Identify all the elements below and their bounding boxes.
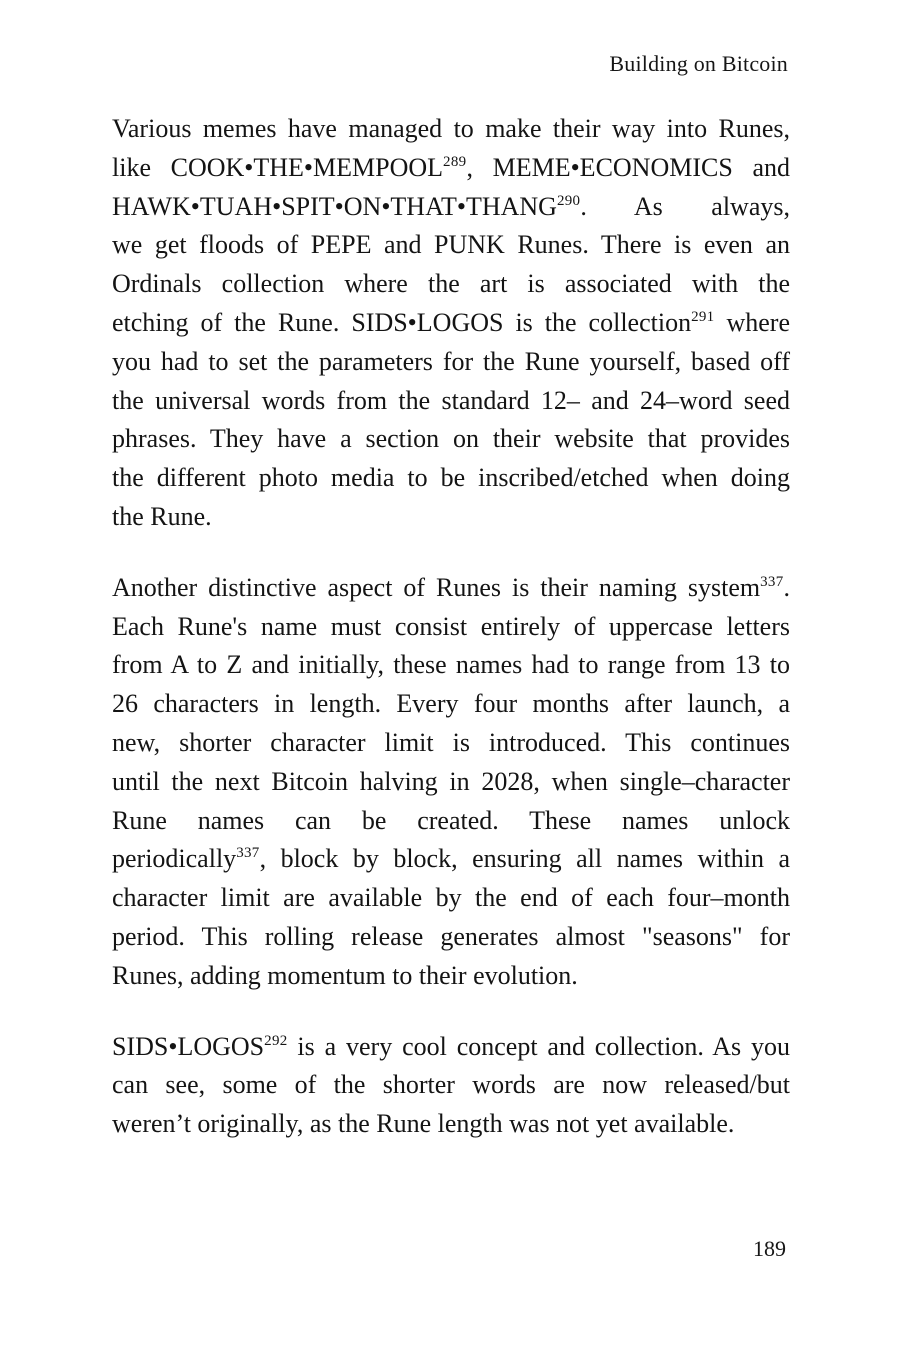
text-line [112,646,790,685]
text-line [112,420,790,459]
text-line [112,1066,790,1105]
page-number: 189 [753,1236,786,1261]
text-run: periodically [112,844,237,874]
text-line [112,149,790,188]
text-line [112,382,790,421]
text-run: etching of the Rune. SIDS•LOGOS is the collection [112,307,692,337]
text-line [112,226,790,265]
footnote-reference: 337 [236,845,260,862]
text-run: you had to set the parameters for the Rune yourself, based off [112,346,790,376]
running-header: Building on Bitcoin [609,51,788,76]
footnote-reference: 291 [691,308,715,325]
text-run: is a very cool concept and collection. As you [287,1031,790,1061]
text-run: can see, some of the shorter words are now released/but [112,1070,790,1100]
text-run: new, shorter character limit is introduced. This continues [112,727,790,757]
paragraph [112,110,790,537]
text-line [112,840,790,879]
text-line [112,304,790,343]
text-line [112,724,790,763]
text-run: the universal words from the standard 12– and 24–word seed [112,385,790,415]
text-line [112,188,790,227]
text-run: phrases. They have a section on their website that provides [112,424,790,454]
text-run: we get floods of PEPE and PUNK Runes. There is even an [112,230,790,260]
text-run: SIDS•LOGOS [112,1031,265,1061]
text-run: the different photo media to be inscribed/etched when doing [112,463,790,493]
text-run: Another distinctive aspect of Runes is their naming system [112,572,761,602]
text-line [112,459,790,498]
text-line [112,879,790,918]
footnote-reference: 289 [443,153,467,170]
text-run: Various memes have managed to make their way into Runes, [112,114,790,143]
text-run: HAWK•TUAH•SPIT•ON•THAT•THANG [112,191,557,221]
paragraph [112,1028,790,1144]
text-run: where [714,307,790,337]
text-line [112,1028,790,1067]
text-run: , MEME•ECONOMICS and [466,152,790,182]
text-line [112,957,790,996]
text-line [112,1105,790,1144]
text-line [112,608,790,647]
text-line [112,918,790,957]
footnote-reference: 337 [760,573,784,590]
text-line [112,802,790,841]
text-line [112,685,790,724]
text-run: . As always, [580,191,790,221]
text-line [112,498,790,537]
text-line [112,343,790,382]
text-run: Runes, adding momentum to their evolution. [112,960,578,990]
text-line [112,265,790,304]
text-run: , block by block, ensuring all names within a [259,844,790,874]
text-run: Rune names can be created. These names unlock [112,805,790,835]
text-run: . [783,572,790,602]
footnote-reference: 290 [556,192,581,209]
text-run: 26 characters in length. Every four months after launch, a [112,689,790,719]
body-text [112,110,790,1176]
text-line [112,110,790,149]
text-run: until the next Bitcoin halving in 2028, when single–character [112,766,790,796]
text-run: Each Rune's name must consist entirely of uppercase letters [112,611,790,641]
text-run: like COOK•THE•MEMPOOL [112,152,444,182]
text-run: weren’t originally, as the Rune length was not yet available. [112,1109,735,1139]
text-run: period. This rolling release generates almost "seasons" for [112,921,790,951]
text-run: the Rune. [112,501,212,531]
text-run: character limit are available by the end of each four–month [112,883,790,913]
text-line [112,569,790,608]
paragraph [112,569,790,996]
text-run: Ordinals collection where the art is associated with the [112,269,790,299]
footnote-reference: 292 [264,1032,288,1049]
text-run: from A to Z and initially, these names had to range from 13 to [112,650,790,680]
text-line [112,763,790,802]
